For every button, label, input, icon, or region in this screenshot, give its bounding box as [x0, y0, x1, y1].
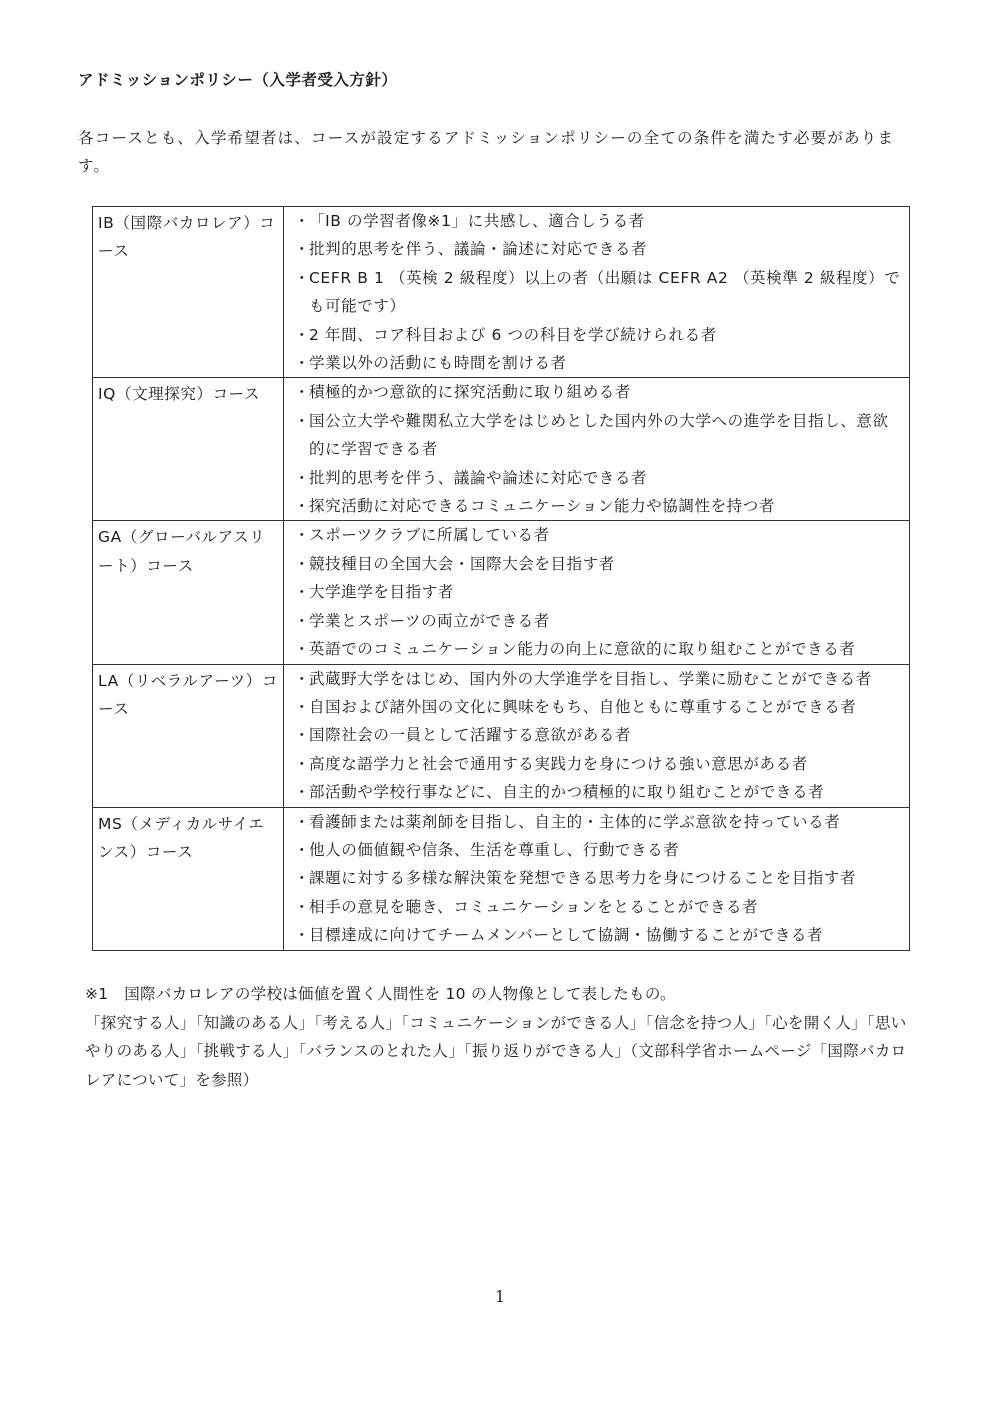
course-name: GA（グローバルアスリート）コース	[93, 521, 284, 664]
requirement-list	[284, 378, 903, 520]
requirement-text: 国際社会の一員として活躍する意欲がある者	[309, 726, 632, 745]
bullet-icon: ・	[294, 754, 311, 773]
requirement-text: 批判的思考を伴う、議論や論述に対応できる者	[309, 468, 648, 487]
course-requirements	[284, 521, 910, 664]
course-requirements	[284, 207, 910, 378]
requirement-text: 武蔵野大学をはじめ、国内外の大学進学を目指し、学業に励むことができる者	[309, 669, 872, 688]
requirement-text: 部活動や学校行事などに、自主的かつ積極的に取り組むことができる者	[309, 783, 825, 802]
requirement-text: 高度な語学力と社会で通用する実践力を身につける強い意思がある者	[309, 754, 808, 773]
bullet-icon: ・	[294, 640, 311, 659]
bullet-icon: ・	[294, 783, 311, 802]
requirement-item	[284, 378, 903, 406]
bullet-icon: ・	[294, 726, 311, 745]
requirement-text: 国公立大学や難関私立大学をはじめとした国内外の大学への進学を目指し、意欲的に学習できる者	[309, 411, 889, 459]
requirement-text: 看護師または薬剤師を目指し、自主的・主体的に学ぶ意欲を持っている者	[309, 812, 841, 831]
course-row	[93, 378, 910, 521]
requirement-text: 目標達成に向けてチームメンバーとして協調・協働することができる者	[309, 926, 824, 945]
bullet-icon: ・	[294, 268, 311, 287]
bullet-icon: ・	[294, 212, 311, 230]
requirement-item	[284, 808, 903, 836]
requirement-item	[284, 349, 903, 377]
admission-policy-table	[92, 206, 910, 951]
requirement-text: 「IB の学習者像※1」に共感し、適合しうる者	[309, 212, 645, 230]
bullet-icon: ・	[294, 554, 311, 573]
requirement-text: 2 年間、コア科目および 6 つの科目を学び続けられる者	[309, 325, 717, 344]
requirement-item	[284, 635, 903, 663]
course-name: LA（リベラルアーツ）コース	[93, 664, 284, 807]
requirement-text: 探究活動に対応できるコミュニケーション能力や協調性を持つ者	[309, 497, 775, 516]
requirement-item	[284, 893, 903, 921]
requirement-item	[284, 836, 903, 864]
footnote-line-2: 「探究する人」「知識のある人」「考える人」「コミュニケーションができる人」「信念を持つ人」「心を開く人」「思いやりのある人」「挑戦する人」「バランスのとれた人」「振り返りができる人」（文部科学省ホームページ「国際バカロレアについて」を参照）	[85, 1013, 907, 1089]
bullet-icon: ・	[294, 812, 311, 831]
course-name: MS（メディカルサイエンス）コース	[93, 807, 284, 950]
bullet-icon: ・	[294, 926, 311, 945]
requirement-text: 学業以外の活動にも時間を割ける者	[309, 354, 567, 373]
page-title: アドミッションポリシー（入学者受入方針）	[78, 71, 398, 89]
bullet-icon: ・	[294, 611, 311, 630]
bullet-icon: ・	[294, 468, 311, 487]
requirement-item	[284, 521, 903, 549]
requirement-item	[284, 607, 903, 635]
bullet-icon: ・	[294, 497, 311, 516]
requirement-text: 自国および諸外国の文化に興味をもち、自他ともに尊重することができる者	[309, 697, 857, 716]
bullet-icon: ・	[294, 840, 311, 859]
requirement-item	[284, 750, 903, 778]
bullet-icon: ・	[294, 897, 311, 916]
requirement-text: スポーツクラブに所属している者	[309, 526, 550, 545]
requirement-item	[284, 264, 903, 321]
course-requirements	[284, 807, 910, 950]
course-row	[93, 521, 910, 664]
requirement-item	[284, 578, 903, 606]
bullet-icon: ・	[294, 526, 311, 545]
requirement-item	[284, 721, 903, 749]
requirement-list	[284, 207, 903, 377]
course-row	[93, 807, 910, 950]
requirement-text: 課題に対する多様な解決策を発想できる思考力を身につけることを目指す者	[309, 869, 857, 888]
requirement-text: CEFR B 1 （英検 2 級程度）以上の者（出願は CEFR A2 （英検準 2 級程度）でも可能です）	[309, 268, 901, 316]
intro-paragraph: 各コースとも、入学希望者は、コースが設定するアドミッションポリシーの全ての条件を満たす必要がありま す。	[78, 129, 895, 175]
bullet-icon: ・	[294, 411, 311, 430]
requirement-text: 積極的かつ意欲的に探究活動に取り組める者	[309, 383, 632, 402]
requirement-list	[284, 808, 903, 950]
requirement-list	[284, 521, 903, 663]
requirement-item	[284, 665, 903, 693]
footnote	[85, 980, 915, 1094]
requirement-text: 英語でのコミュニケーション能力の向上に意欲的に取り組むことができる者	[309, 640, 856, 659]
requirement-item	[284, 921, 903, 949]
requirement-item	[284, 235, 903, 263]
course-name: IB（国際バカロレア）コース	[93, 207, 284, 378]
requirement-text: 競技種目の全国大会・国際大会を目指す者	[309, 554, 615, 573]
requirement-item	[284, 321, 903, 349]
requirement-text: 学業とスポーツの両立ができる者	[309, 611, 550, 630]
requirement-text: 他人の価値観や信条、生活を尊重し、行動できる者	[309, 840, 680, 859]
course-row	[93, 207, 910, 378]
page-number: 1	[495, 1288, 505, 1306]
bullet-icon: ・	[294, 669, 311, 688]
course-row	[93, 664, 910, 807]
requirement-item	[284, 207, 903, 235]
footnote-line-1: ※1 国際バカロレアの学校は価値を置く人間性を 10 の人物像として表したもの。	[85, 985, 676, 1003]
bullet-icon: ・	[294, 354, 311, 373]
bullet-icon: ・	[294, 583, 311, 602]
course-requirements	[284, 378, 910, 521]
requirement-text: 相手の意見を聴き、コミュニケーションをとることができる者	[309, 897, 759, 916]
requirement-item	[284, 778, 903, 806]
requirement-list	[284, 665, 903, 807]
bullet-icon: ・	[294, 240, 311, 259]
requirement-item	[284, 407, 903, 464]
course-requirements	[284, 664, 910, 807]
bullet-icon: ・	[294, 869, 311, 888]
requirement-item	[284, 693, 903, 721]
requirement-item	[284, 550, 903, 578]
course-name: IQ（文理探究）コース	[93, 378, 284, 521]
requirement-text: 大学進学を目指す者	[309, 583, 454, 602]
bullet-icon: ・	[294, 383, 311, 402]
requirement-item	[284, 492, 903, 520]
requirement-item	[284, 864, 903, 892]
requirement-item	[284, 464, 903, 492]
requirement-text: 批判的思考を伴う、議論・論述に対応できる者	[309, 240, 648, 259]
bullet-icon: ・	[294, 325, 311, 344]
bullet-icon: ・	[294, 697, 311, 716]
